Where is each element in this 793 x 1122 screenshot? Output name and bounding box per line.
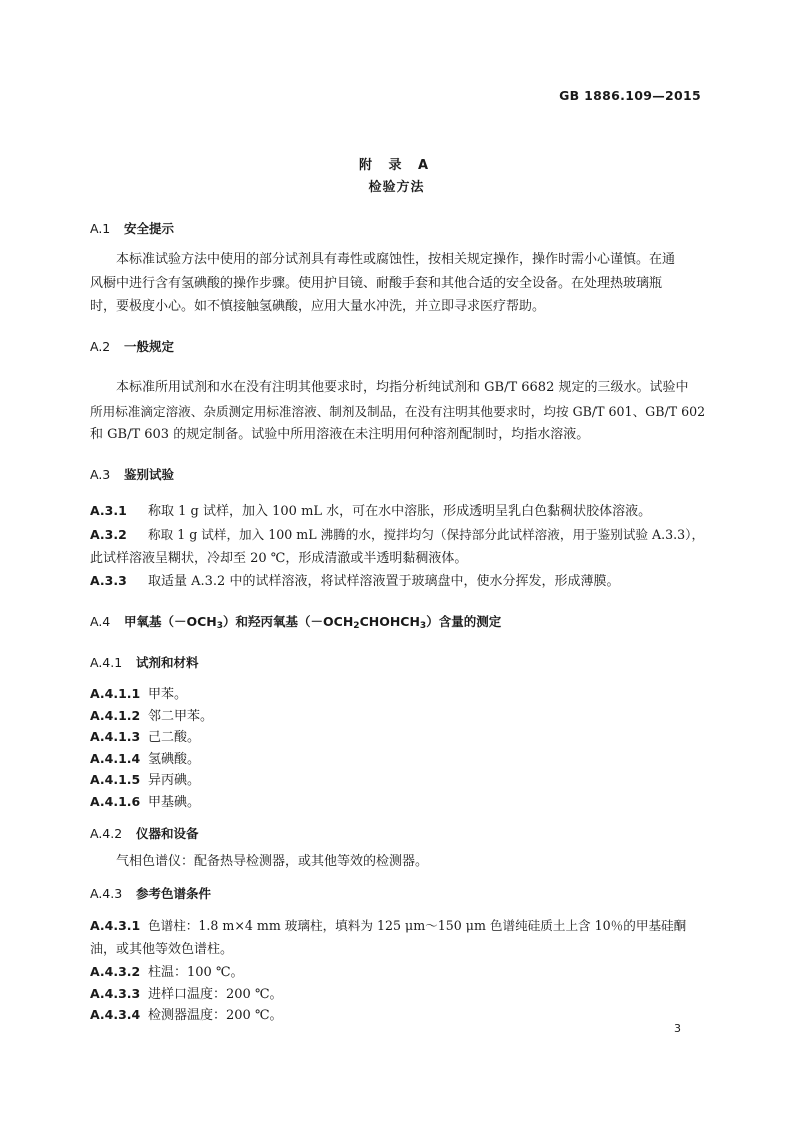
list-item bbox=[90, 726, 200, 745]
section-number: A.4.2 bbox=[90, 826, 123, 841]
item-number: A.4.1.1 bbox=[90, 686, 141, 701]
item-text: 甲苯。 bbox=[148, 687, 188, 702]
list-item bbox=[90, 683, 187, 702]
paragraph-line: 时，要极度小心。如不慎接触氢碘酸，应用大量水冲洗，并立即寻求医疗帮助。 bbox=[90, 299, 546, 314]
item-text: 称取 1 g 试样，加入 100 mL 沸腾的水，搅拌均匀（保持部分此试样溶液，用于鉴别试验 A.3.3）， bbox=[148, 527, 705, 542]
section-title: 一般规定 bbox=[124, 339, 175, 354]
item-text: 检测器温度：200 ℃。 bbox=[148, 1008, 283, 1023]
item-text: 油，或其他等效色谱柱。 bbox=[90, 942, 234, 957]
paragraph-line: 气相色谱仪：配备热导检测器，或其他等效的检测器。 bbox=[116, 854, 429, 869]
item-text: 进样口温度：200 ℃。 bbox=[148, 987, 283, 1002]
item-text: 柱温：100 ℃。 bbox=[148, 965, 244, 980]
section-heading-a2 bbox=[90, 337, 174, 355]
list-item bbox=[90, 705, 213, 724]
item-number: A.3.3 bbox=[90, 573, 127, 588]
list-item bbox=[90, 791, 200, 810]
subscript: 2 bbox=[353, 621, 360, 631]
subscript: 3 bbox=[216, 621, 224, 631]
section-title: 仪器和设备 bbox=[136, 826, 199, 841]
paragraph-line: 和 GB/T 603 的规定制备。试验中所用溶液在未注明用何种溶剂配制时，均指水溶液。 bbox=[90, 427, 590, 442]
paragraph-line: 本标准所用试剂和水在没有注明其他要求时，均指分析纯试剂和 GB/T 6682 规定的三级水。试验中 bbox=[116, 380, 689, 395]
section-title-part: ）含量的测定 bbox=[426, 614, 502, 629]
section-heading-a4 bbox=[90, 612, 501, 630]
section-number: A.2 bbox=[90, 339, 111, 354]
section-title-part: ）和羟丙氧基（－OCH bbox=[223, 614, 354, 629]
item-number: A.4.3.4 bbox=[90, 1007, 141, 1022]
section-title: 参考色谱条件 bbox=[136, 886, 212, 901]
section-number: A.4.1 bbox=[90, 655, 123, 670]
list-item bbox=[90, 500, 651, 519]
item-number: A.3.1 bbox=[90, 503, 127, 518]
list-item-continuation bbox=[90, 547, 467, 566]
item-text: 此试样溶液呈糊状，冷却至 20 ℃，形成清澈或半透明黏稠液体。 bbox=[90, 551, 468, 566]
list-item bbox=[90, 570, 619, 589]
item-text: 取适量 A.3.2 中的试样溶液，将试样溶液置于玻璃盘中，使水分挥发，形成薄膜。 bbox=[148, 574, 620, 589]
item-text: 称取 1 g 试样，加入 100 mL 水，可在水中溶胀，形成透明呈乳白色黏稠状胶体溶液。 bbox=[148, 504, 652, 519]
list-item bbox=[90, 1004, 283, 1023]
item-number: A.4.1.3 bbox=[90, 729, 141, 744]
annex-title: 检验方法 bbox=[368, 180, 425, 195]
subscript: 3 bbox=[419, 621, 427, 631]
subsection-heading-a41 bbox=[90, 653, 199, 671]
subsection-heading-a43 bbox=[90, 884, 211, 902]
standard-code: GB 1886.109—2015 bbox=[559, 88, 701, 103]
item-text: 己二酸。 bbox=[148, 730, 201, 745]
list-item bbox=[90, 524, 704, 543]
item-number: A.4.1.5 bbox=[90, 772, 141, 787]
item-text: 氢碘酸。 bbox=[148, 752, 201, 767]
item-number: A.3.2 bbox=[90, 527, 127, 542]
paragraph-line: 所用标准滴定溶液、杂质测定用标准溶液、制剂及制品，在没有注明其他要求时，均按 GB/T 601、GB/T 602 bbox=[90, 404, 706, 419]
list-item bbox=[90, 769, 200, 788]
item-number: A.4.3.3 bbox=[90, 986, 141, 1001]
list-item bbox=[90, 961, 244, 980]
item-text: 甲基碘。 bbox=[148, 795, 201, 810]
section-heading-a1 bbox=[90, 219, 174, 237]
section-number: A.1 bbox=[90, 221, 111, 236]
section-heading-a3 bbox=[90, 465, 174, 483]
item-number: A.4.1.4 bbox=[90, 751, 141, 766]
section-title: 试剂和材料 bbox=[136, 655, 199, 670]
list-item bbox=[90, 915, 686, 934]
section-number: A.4.3 bbox=[90, 886, 123, 901]
item-number: A.4.1.6 bbox=[90, 794, 141, 809]
item-number: A.4.1.2 bbox=[90, 708, 141, 723]
list-item bbox=[90, 748, 200, 767]
section-number: A.4 bbox=[90, 614, 111, 629]
list-item-continuation bbox=[90, 938, 233, 957]
page-number: 3 bbox=[674, 1022, 681, 1035]
section-title: 鉴别试验 bbox=[124, 467, 175, 482]
item-text: 异丙碘。 bbox=[148, 773, 201, 788]
annex-label: 附 录 A bbox=[358, 158, 435, 173]
paragraph-line: 风橱中进行含有氢碘酸的操作步骤。使用护目镜、耐酸手套和其他合适的安全设备。在处理热玻璃瓶 bbox=[90, 276, 663, 291]
subsection-heading-a42 bbox=[90, 824, 199, 842]
item-number: A.4.3.2 bbox=[90, 964, 141, 979]
section-title: 安全提示 bbox=[124, 221, 175, 236]
item-text: 邻二甲苯。 bbox=[148, 709, 214, 724]
section-title-part: 甲氧基（－OCH bbox=[124, 614, 217, 629]
item-number: A.4.3.1 bbox=[90, 918, 141, 933]
list-item bbox=[90, 983, 283, 1002]
section-number: A.3 bbox=[90, 467, 111, 482]
section-title-part: CHOHCH bbox=[359, 614, 420, 629]
item-text: 色谱柱：1.8 m×4 mm 玻璃柱，填料为 125 μm～150 μm 色谱纯硅质土上含 10％的甲基硅酮 bbox=[148, 918, 687, 933]
paragraph-line: 本标准试验方法中使用的部分试剂具有毒性或腐蚀性，按相关规定操作，操作时需小心谨慎。在通 bbox=[116, 252, 676, 267]
